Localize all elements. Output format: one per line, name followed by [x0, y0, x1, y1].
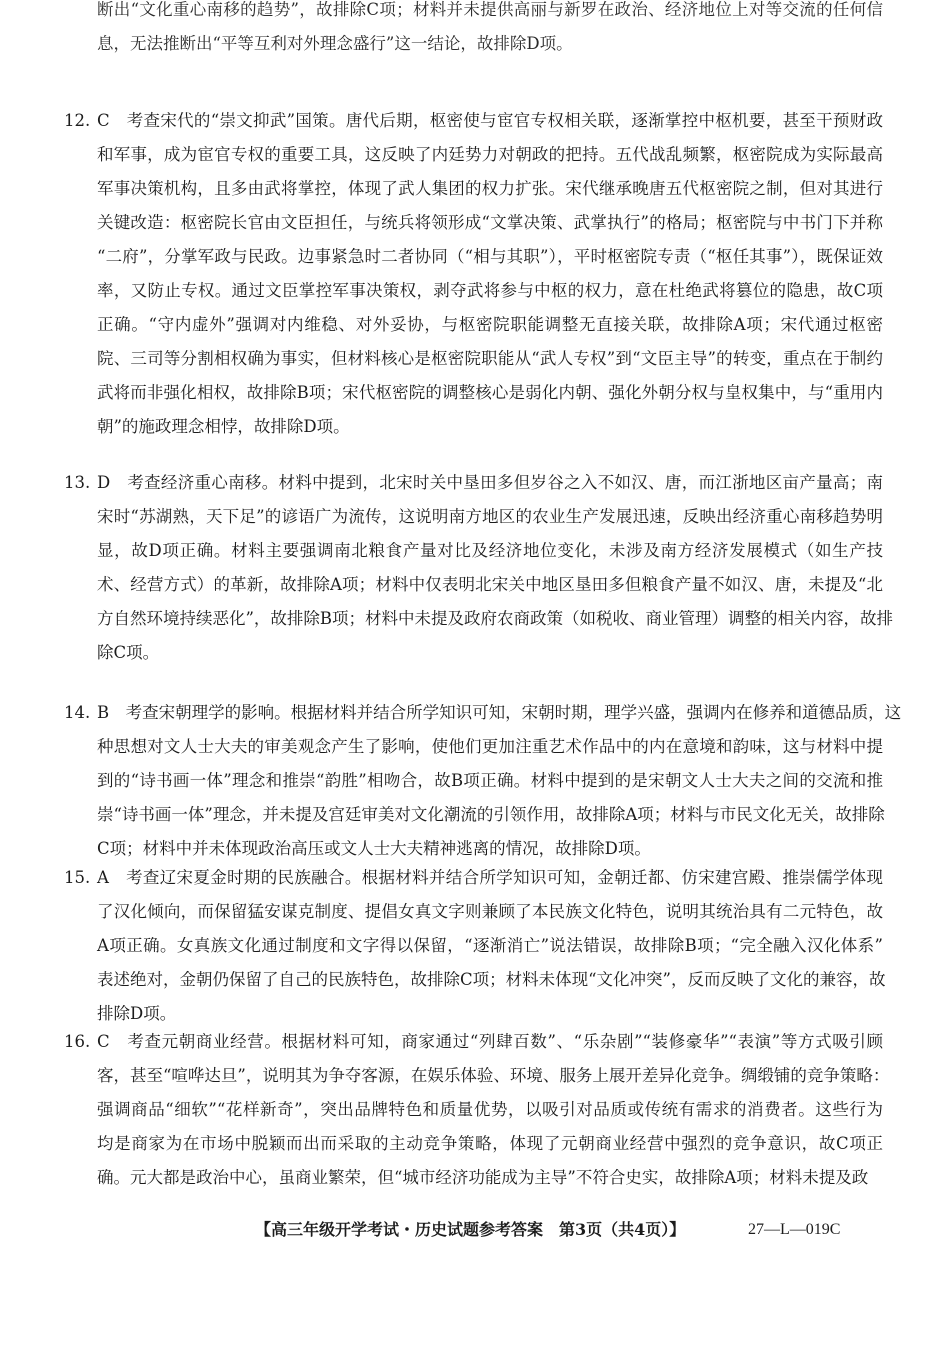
answer-text: D 考查经济重心南移。材料中提到，北宋时关中垦田多但岁谷之入不如汉、唐，而江浙地区亩产量高；南 — [97, 473, 883, 492]
text-line: 和军事，成为宦官专权的重要工具，这反映了内廷势力对朝政的把持。五代战乱频繁，枢密院成为实际最高 — [97, 145, 883, 164]
question-number: 13. — [64, 473, 91, 492]
text-line: 关键改造：枢密院长官由文臣担任，与统兵将领形成“文掌决策、武掌执行”的格局；枢密院与中书门下并称 — [97, 213, 883, 232]
answer-first-line — [64, 861, 883, 895]
text-line: 均是商家为在市场中脱颖而出而采取的主动竞争策略，体现了元朝商业经营中强烈的竞争意识，故C项正 — [97, 1134, 883, 1153]
text-line: 到的“诗书画一体”理念和推崇“韵胜”相吻合，故B项正确。材料中提到的是宋朝文人士大夫之间的交流和推 — [97, 771, 883, 790]
footer-title: 【高三年级开学考试・历史试题参考答案 第3页（共4页）】 — [255, 1220, 686, 1239]
text-line: 确。元大都是政治中心，虽商业繁荣，但“城市经济功能成为主导”不符合史实，故排除A项；材料未提及政 — [97, 1168, 869, 1187]
text-line: 正确。“守内虚外”强调对内维稳、对外妥协，与枢密院职能调整无直接关联，故排除A项；宋代通过枢密 — [97, 315, 883, 334]
answer-item — [64, 861, 886, 1031]
text-line: 朝”的施政理念相悖，故排除D项。 — [97, 417, 350, 436]
text-line: 强调商品“细软”“花样新奇”，突出品牌特色和质量优势，以吸引对品质或传统有需求的消费者。这些行为 — [97, 1100, 883, 1119]
text-line: 崇“诗书画一体”理念，并未提及宫廷审美对文化潮流的引领作用，故排除A项；材料与市民文化无关，故排除 — [97, 805, 885, 824]
answer-first-line — [64, 1025, 883, 1059]
question-number: 14. — [64, 703, 91, 722]
answer-text: B 考查宋朝理学的影响。根据材料并结合所学知识可知，宋朝时期，理学兴盛，强调内在修养和道德品质，这 — [97, 703, 902, 722]
answer-item — [64, 104, 883, 444]
text-line: 宋时“苏湖熟，天下足”的谚语广为流传，这说明南方地区的农业生产发展迅速，反映出经济重心南移趋势明 — [97, 507, 883, 526]
text-line: 方自然环境持续恶化”，故排除B项；材料中未提及政府农商政策（如税收、商业管理）调整的相关内容，故排 — [97, 609, 894, 628]
text-line: “二府”，分掌军政与民政。边事紧急时二者协同（“相与其职”），平时枢密院专责（“枢任其事”），既保证效 — [97, 247, 883, 266]
text-line: 种思想对文人士大夫的审美观念产生了影响，使他们更加注重艺术作品中的内在意境和韵味，这与材料中提 — [97, 737, 883, 756]
previous-answer-continuation — [97, 0, 883, 61]
answer-first-line — [64, 466, 883, 500]
text-line: A项正确。女真族文化通过制度和文字得以保留，“逐渐消亡”说法错误，故排除B项；“完全融入汉化体系” — [97, 936, 883, 955]
answer-item — [64, 1025, 890, 1195]
footer-code: 27—L—019C — [748, 1221, 841, 1238]
text-line: 军事决策机构，且多由武将掌控，体现了武人集团的权力扩张。宋代继承晚唐五代枢密院之制，但对其进行 — [97, 179, 883, 198]
page-footer — [0, 1216, 950, 1244]
text-line: 院、三司等分割相权确为事实，但材料核心是枢密院职能从“武人专权”到“文臣主导”的转变，重点在于制约 — [97, 349, 883, 368]
text-line: 客，甚至“喧哗达旦”，说明其为争夺客源，在娱乐体验、环境、服务上展开差异化竞争。绸缎铺的竞争策略： — [97, 1066, 890, 1085]
text-line: 术、经营方式）的革新，故排除A项；材料中仅表明北宋关中地区垦田多但粮食产量不如汉、唐，未提及“北 — [97, 575, 883, 594]
answer-item — [64, 466, 894, 670]
text-line: 表述绝对，金朝仍保留了自己的民族特色，故排除C项；材料未体现“文化冲突”，反而反映了文化的兼容，故 — [97, 970, 886, 989]
text-line: 率，又防止专权。通过文臣掌控军事决策权，剥夺武将参与中枢的权力，意在杜绝武将篡位的隐患，故C项 — [97, 281, 883, 300]
text-line: 显，故D项正确。材料主要强调南北粮食产量对比及经济地位变化，未涉及南方经济发展模式（如生产技 — [97, 541, 883, 560]
text-line: 武将而非强化相权，故排除B项；宋代枢密院的调整核心是弱化内朝、强化外朝分权与皇权集中，与“重用内 — [97, 383, 883, 402]
answer-text: C 考查元朝商业经营。根据材料可知，商家通过“列肆百数”、“乐杂剧”“装修豪华”“表演”等方式吸引顾 — [97, 1032, 883, 1051]
text-line: 断出“文化重心南移的趋势”，故排除C项；材料并未提供高丽与新罗在政治、经济地位上对等交流的任何信 — [97, 0, 883, 19]
answer-text: C 考查宋代的“崇文抑武”国策。唐代后期，枢密使与宦官专权相关联，逐渐掌控中枢机要，甚至干预财政 — [97, 111, 883, 130]
text-line: 除C项。 — [97, 643, 160, 662]
question-number: 15. — [64, 868, 91, 887]
answer-first-line — [64, 104, 883, 138]
text-line: 排除D项。 — [97, 1004, 177, 1023]
answer-first-line — [64, 696, 902, 730]
question-number: 16. — [64, 1032, 91, 1051]
answer-item — [64, 696, 902, 866]
text-line: 息，无法推断出“平等互利对外理念盛行”这一结论，故排除D项。 — [97, 34, 573, 53]
question-number: 12. — [64, 111, 91, 130]
text-line: C项；材料中并未体现政治高压或文人士大夫精神逃离的情况，故排除D项。 — [97, 839, 651, 858]
answer-text: A 考查辽宋夏金时期的民族融合。根据材料并结合所学知识可知，金朝迁都、仿宋建宫殿、推崇儒学体现 — [97, 868, 883, 887]
text-line: 了汉化倾向，而保留猛安谋克制度、提倡女真文字则兼顾了本民族文化特色，说明其统治具有二元特色，故 — [97, 902, 883, 921]
